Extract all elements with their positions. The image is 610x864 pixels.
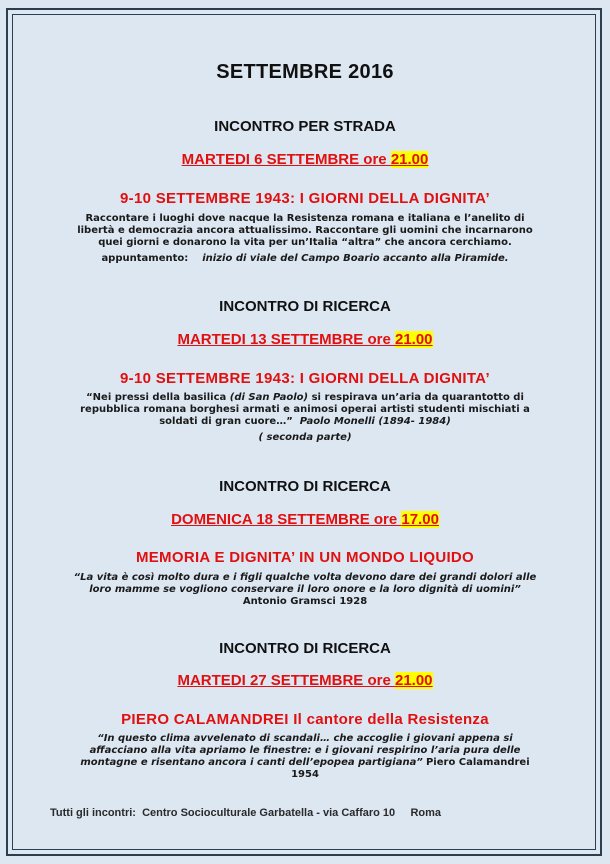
event-date: MARTEDI 27 SETTEMBRE ore 21.00	[177, 672, 433, 689]
event-1-date	[0, 151, 610, 169]
event-4-title	[0, 711, 610, 728]
event-3-date	[0, 511, 610, 529]
event-2-quote	[0, 392, 610, 444]
event-title: 9-10 SETTEMBRE 1943: I GIORNI DELLA DIGNITA’	[120, 370, 490, 387]
quote-line: loro mamme se vogliono conservare il loro onore e la loro dignità di uomini”	[89, 584, 521, 595]
footer-venue: Centro Socioculturale Garbatella - via Caffaro 10	[142, 807, 396, 819]
desc-line: libertà e democrazia ancora attualissimo. Raccontare gli uomini che incarnarono	[77, 225, 533, 236]
appointment-label: appuntamento:	[101, 253, 189, 264]
quote-line: montagne e risentano ancora i canti dell’epopea partigiana” Piero Calamandrei	[80, 757, 530, 768]
event-title: PIERO CALAMANDREI Il cantore della Resistenza	[121, 711, 489, 728]
event-2-date	[0, 331, 610, 349]
event-heading: INCONTRO DI RICERCA	[219, 640, 391, 657]
event-2-title	[0, 370, 610, 387]
event-1-description	[0, 213, 610, 265]
event-1	[0, 118, 610, 135]
quote-line: “La vita è così molto dura e i figli qualche volta devono dare dei grandi dolori alle	[73, 572, 537, 583]
quote-author: Piero Calamandrei	[425, 757, 530, 768]
event-4	[0, 640, 610, 657]
event-2	[0, 298, 610, 315]
event-date: DOMENICA 18 SETTEMBRE ore 17.00	[171, 511, 439, 528]
event-time: 21.00	[394, 672, 433, 689]
quote-line: “In questo clima avvelenato di scandali… che accoglie i giovani appena si	[97, 733, 513, 744]
desc-line: Raccontare i luoghi dove nacque la Resistenza romana e italiana e l’anelito di	[85, 213, 525, 224]
event-heading: INCONTRO DI RICERCA	[219, 298, 391, 315]
event-time: 17.00	[401, 511, 439, 528]
quote-year: 1954	[291, 769, 319, 780]
page-title: SETTEMBRE 2016	[216, 61, 394, 83]
quote-line: soldati di gran cuore…” Paolo Monelli (1894- 1984)	[159, 416, 451, 427]
event-heading: INCONTRO PER STRADA	[214, 118, 396, 135]
event-4-date	[0, 672, 610, 690]
quote-line: “Nei pressi della basilica (di San Paolo) si respirava un’aria da quarantotto di	[86, 392, 524, 403]
part-note: ( seconda parte)	[258, 432, 352, 443]
event-3-title	[0, 549, 610, 566]
event-date: MARTEDI 13 SETTEMBRE ore 21.00	[177, 331, 433, 348]
quote-line: repubblica romana borghesi armati e animosi operai artisti studenti mischiati a	[80, 404, 530, 415]
event-3	[0, 478, 610, 495]
footer-label: Tutti gli incontri:	[50, 807, 136, 819]
appointment-place: inizio di viale del Campo Boario accanto alla Piramide.	[202, 253, 509, 264]
event-4-quote	[0, 733, 610, 781]
desc-line: quei giorni e donarono la vita per un’Italia “altra” che ancora cerchiamo.	[98, 237, 512, 248]
event-time: 21.00	[390, 151, 429, 168]
event-title: MEMORIA E DIGNITA’ IN UN MONDO LIQUIDO	[135, 549, 475, 566]
event-time: 21.00	[394, 331, 433, 348]
event-heading: INCONTRO DI RICERCA	[219, 478, 391, 495]
event-1-title	[0, 190, 610, 207]
event-date: MARTEDI 6 SETTEMBRE ore 21.00	[181, 151, 429, 168]
appointment	[70, 253, 540, 265]
footer	[50, 807, 441, 819]
event-title: 9-10 SETTEMBRE 1943: I GIORNI DELLA DIGNITA’	[120, 190, 490, 207]
quote-author: Paolo Monelli (1894- 1984)	[299, 416, 451, 427]
footer-city: Roma	[410, 807, 441, 819]
quote-author: Antonio Gramsci 1928	[242, 596, 368, 607]
event-3-quote	[0, 572, 610, 608]
quote-line: affacciano alla vita apriamo le finestre: e i giovani respirino l’aria pura delle	[89, 745, 521, 756]
